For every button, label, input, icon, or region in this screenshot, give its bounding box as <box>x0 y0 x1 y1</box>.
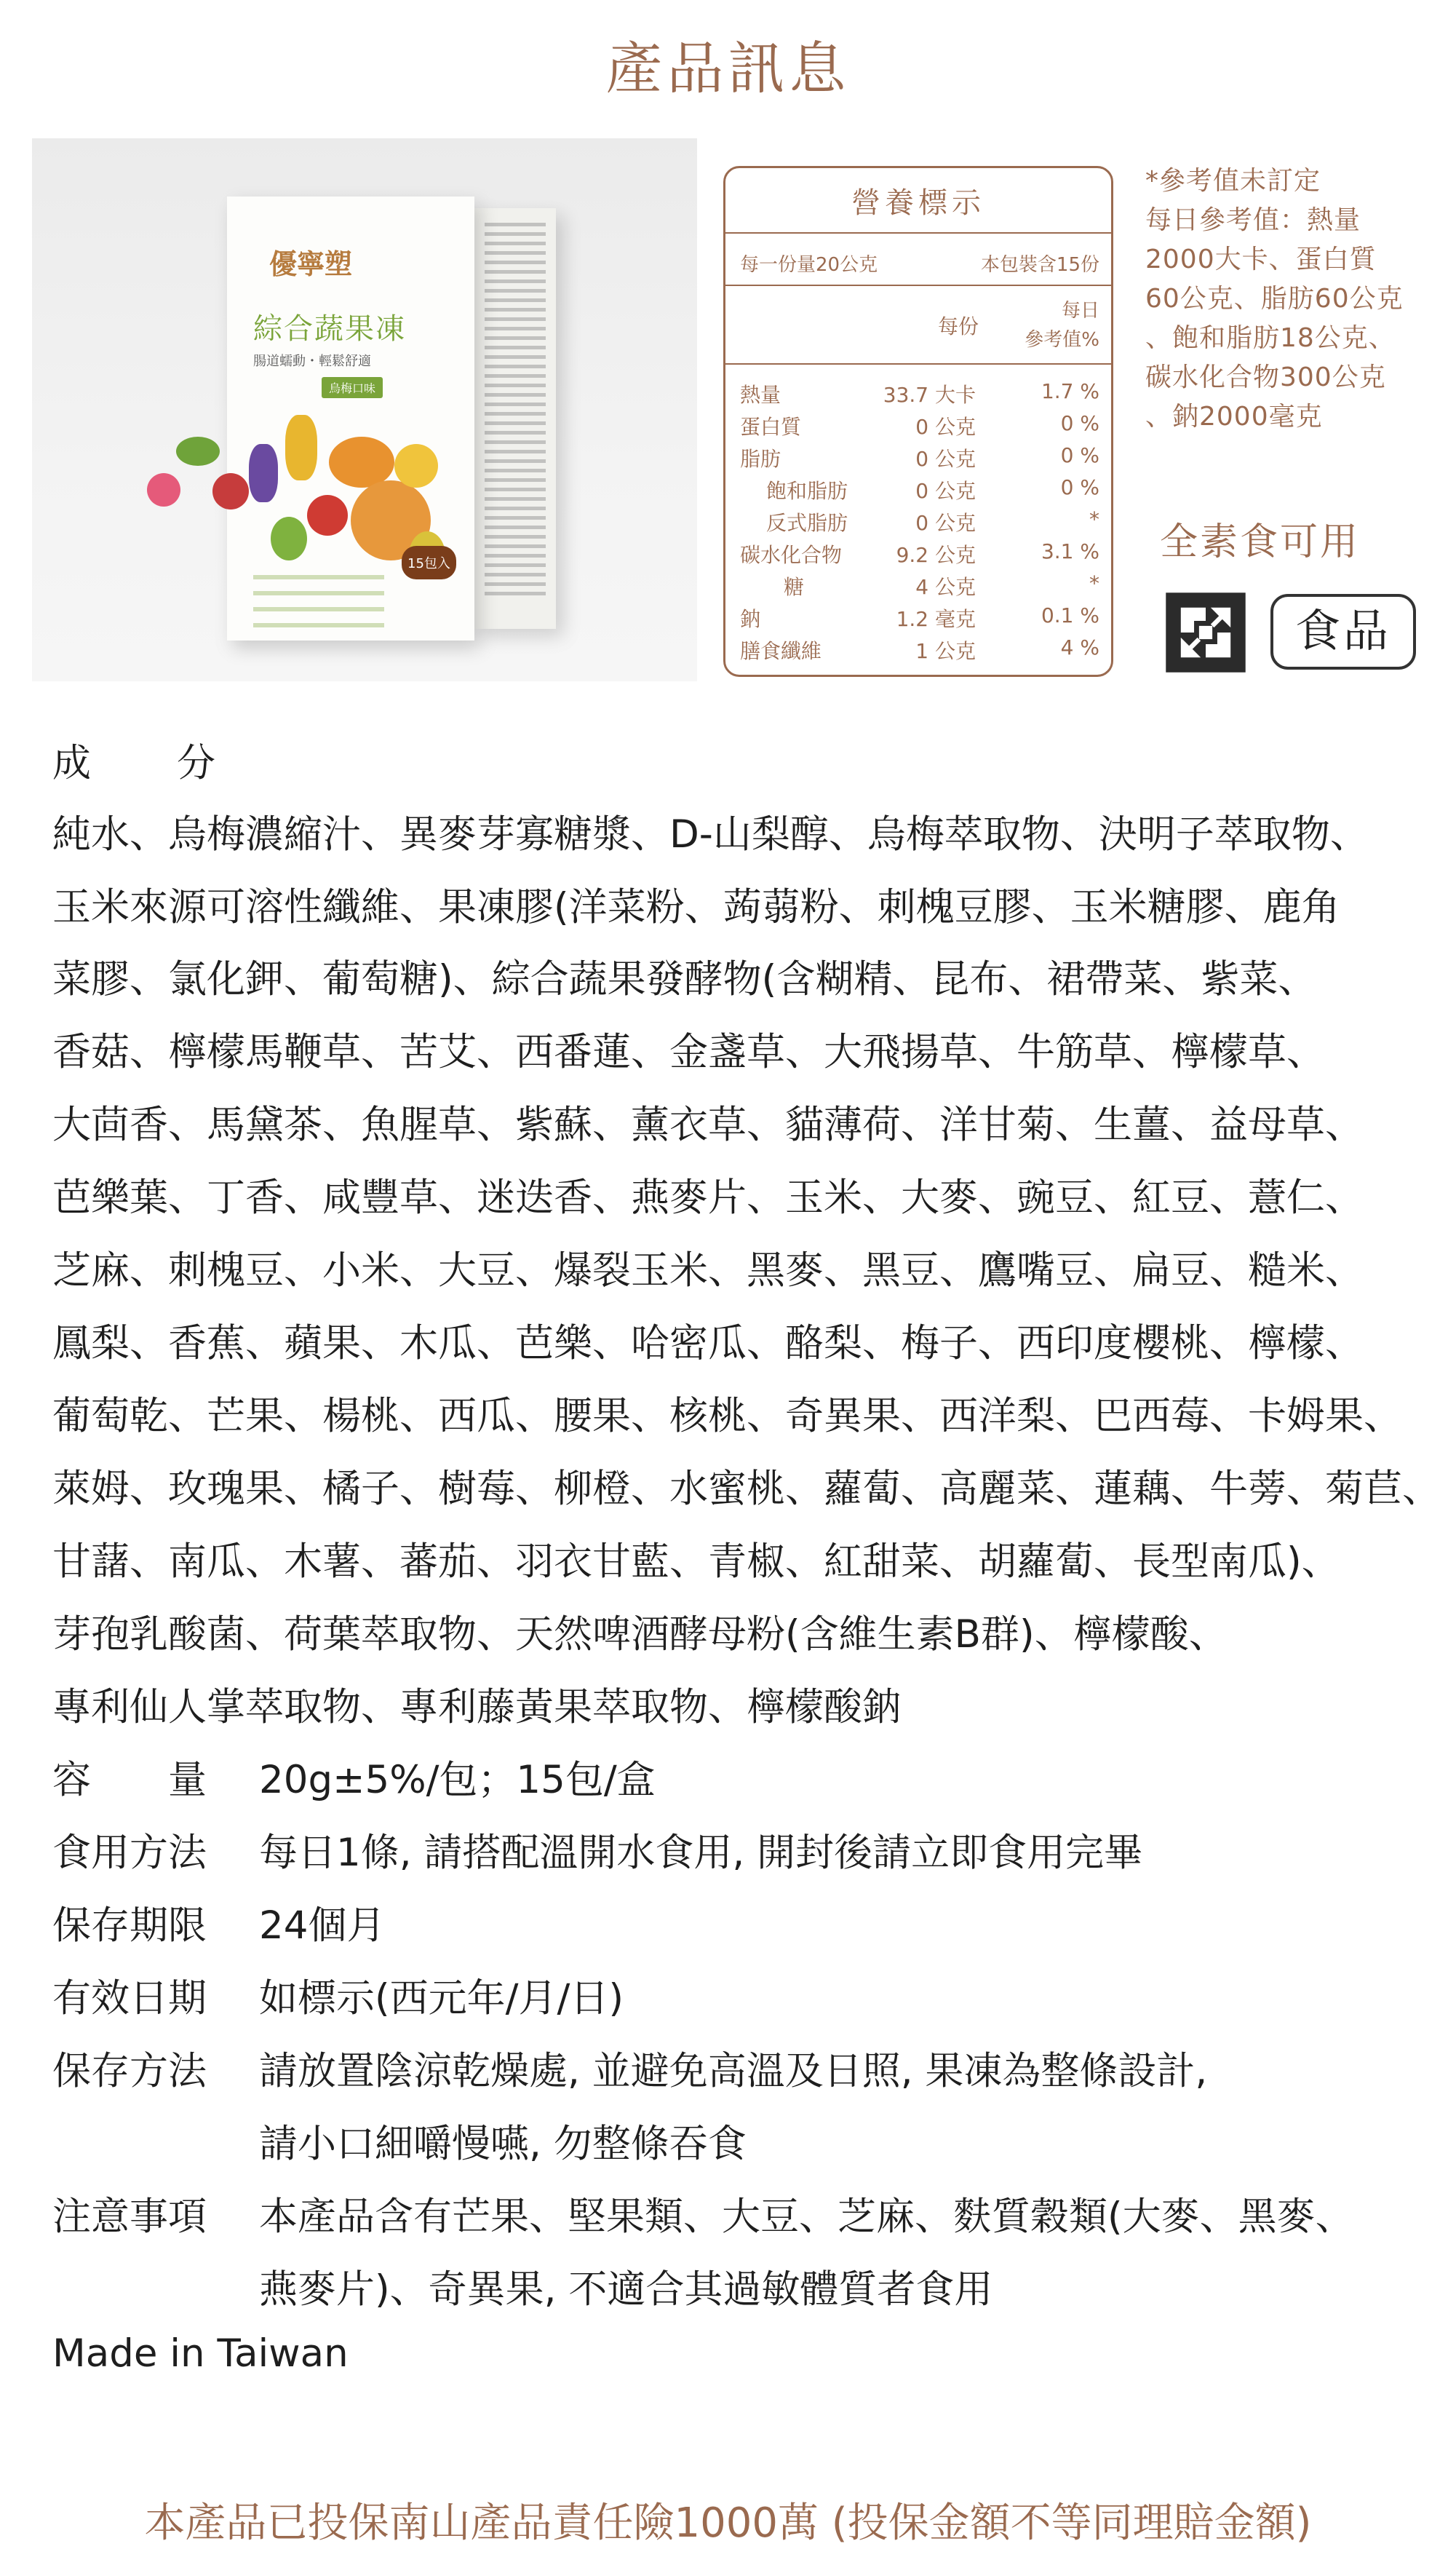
spec-label: 保存方法 <box>52 2049 207 2093</box>
box-flavor-tag: 烏梅口味 <box>322 377 383 398</box>
spec-value: 24個月 <box>259 1903 386 1948</box>
ingredients-line: 香菇、檸檬馬鞭草、苦艾、西番蓮、金盞草、大飛揚草、牛筋草、檸檬草、 <box>52 1030 1325 1074</box>
nutrient-daily-pct: * <box>1089 507 1099 531</box>
box-product-name: 綜合蔬果凍 <box>253 312 406 346</box>
nutrition-row <box>725 379 1111 411</box>
fruit-illustration <box>147 473 180 507</box>
nutrient-name: 鈉 <box>740 607 761 631</box>
nutrient-daily-pct: * <box>1089 571 1099 595</box>
nutrition-row <box>725 571 1111 603</box>
product-photo <box>32 138 697 681</box>
nutrient-value: 0 公克 <box>915 511 976 535</box>
ingredients-line: 萊姆、玫瑰果、橘子、樹莓、柳橙、水蜜桃、蘿蔔、高麗菜、蓮藕、牛蒡、菊苣、 <box>52 1467 1441 1511</box>
nutrient-name: 膳食纖維 <box>740 639 822 663</box>
ingredients-line: 葡萄乾、芒果、楊桃、西瓜、腰果、核桃、奇異果、西洋梨、巴西莓、卡姆果、 <box>52 1394 1402 1438</box>
spec-value: 如標示(西元年/月/日) <box>259 1976 624 2021</box>
box-brand: 優寧塑 <box>269 248 353 280</box>
nutrition-label <box>723 166 1113 677</box>
nutrition-row <box>725 443 1111 475</box>
nutrition-title: 營養標示 <box>851 186 985 220</box>
nutrient-value: 33.7 大卡 <box>883 383 976 407</box>
column-daily-value <box>1025 296 1099 354</box>
ingredients-line: 芭樂葉、丁香、咸豐草、迷迭香、燕麥片、玉米、大麥、豌豆、紅豆、薏仁、 <box>52 1176 1364 1220</box>
spec-value: 本產品含有芒果、堅果類、大豆、芝麻、麩質穀類(大麥、黑麥、 <box>259 2195 1354 2239</box>
ingredients-label-char: 成 <box>52 741 91 785</box>
nutrient-value: 4 公克 <box>915 575 976 599</box>
nutrition-row <box>725 507 1111 539</box>
ingredients-line: 玉米來源可溶性纖維、果凍膠(洋菜粉、蒟蒻粉、刺槐豆膠、玉米糖膠、鹿角 <box>52 885 1340 929</box>
reference-note-line: *參考值未訂定 <box>1145 166 1321 196</box>
nutrition-row <box>725 635 1111 667</box>
nutrient-name: 糖 <box>784 575 805 599</box>
fruit-illustration <box>249 444 278 502</box>
ingredients-line: 芝麻、刺槐豆、小米、大豆、爆裂玉米、黑麥、黑豆、鷹嘴豆、扁豆、糙米、 <box>52 1248 1364 1293</box>
nutrient-name: 反式脂肪 <box>766 511 848 535</box>
ingredients-line: 專利仙人掌萃取物、專利藤黃果萃取物、檸檬酸鈉 <box>52 1685 901 1729</box>
spec-label: 有效日期 <box>52 1976 207 2021</box>
ingredients-line: 大茴香、馬黛茶、魚腥草、紫蘇、薰衣草、貓薄荷、洋甘菊、生薑、益母草、 <box>52 1103 1364 1147</box>
spec-label: 注意事項 <box>52 2195 207 2239</box>
ingredients-line: 鳳梨、香蕉、蘋果、木瓜、芭樂、哈密瓜、酪梨、梅子、西印度櫻桃、檸檬、 <box>52 1321 1364 1365</box>
product-box <box>227 197 474 641</box>
nutrient-value: 1 公克 <box>915 639 976 663</box>
nutrition-row <box>725 603 1111 635</box>
reference-note-line: 60公克、脂肪60公克 <box>1145 284 1404 314</box>
ingredients-line: 純水、烏梅濃縮汁、異麥芽寡糖漿、D-山梨醇、烏梅萃取物、決明子萃取物、 <box>52 812 1369 857</box>
serving-size: 每一份量20公克 <box>740 254 878 276</box>
nutrient-name: 碳水化合物 <box>740 543 843 567</box>
nutrient-daily-pct: 1.7 % <box>1041 379 1099 403</box>
reference-note-line: 、鈉2000毫克 <box>1145 402 1323 432</box>
fruit-illustration <box>176 437 220 466</box>
ingredients-line: 芽孢乳酸菌、荷葉萃取物、天然啤酒酵母粉(含維生素B群)、檸檬酸、 <box>52 1612 1228 1657</box>
column-daily-value-line: 參考值% <box>1025 329 1099 351</box>
spec-label: 保存期限 <box>52 1903 207 1948</box>
vegan-label: 全素食可用 <box>1160 520 1361 564</box>
nutrient-daily-pct: 0 % <box>1060 475 1099 499</box>
fruit-illustration <box>307 495 348 536</box>
reference-note-line: 碳水化合物300公克 <box>1145 362 1386 392</box>
recycle-icon <box>1164 591 1247 674</box>
nutrient-daily-pct: 3.1 % <box>1041 539 1099 563</box>
nutrient-name: 飽和脂肪 <box>766 479 848 503</box>
nutrient-value: 0 公克 <box>915 447 976 471</box>
nutrient-daily-pct: 0.1 % <box>1041 603 1099 627</box>
spec-value: 請小口細嚼慢嚥, 勿整條吞食 <box>259 2122 747 2166</box>
column-per-serving: 每份 <box>938 314 979 338</box>
nutrient-value: 9.2 公克 <box>896 543 976 567</box>
page-title: 產品訊息 <box>605 36 851 102</box>
nutrition-row <box>725 539 1111 571</box>
box-pack-badge: 15包入 <box>402 546 456 579</box>
nutrition-row <box>725 411 1111 443</box>
ingredients-label-char: 分 <box>177 741 215 785</box>
spec-value: 20g±5%/包；15包/盒 <box>259 1758 656 1802</box>
nutrient-value: 1.2 毫克 <box>896 607 976 631</box>
reference-note <box>1145 162 1451 437</box>
spec-label: 食用方法 <box>52 1831 207 1875</box>
reference-note-line: 2000大卡、蛋白質 <box>1145 245 1377 274</box>
reference-note-line: 、飽和脂肪18公克、 <box>1145 323 1396 353</box>
fruit-illustration <box>212 473 249 510</box>
nutrient-name: 脂肪 <box>740 447 781 471</box>
spec-label: 容 量 <box>52 1758 207 1802</box>
fruit-illustration <box>329 437 394 488</box>
ingredients-line: 菜膠、氯化鉀、葡萄糖)、綜合蔬果發酵物(含糊精、昆布、裙帶菜、紫菜、 <box>52 957 1317 1002</box>
ingredients-label <box>52 732 215 788</box>
fruit-illustration <box>394 444 438 488</box>
column-daily-value-line: 每日 <box>1061 300 1099 322</box>
insurance-footer: 本產品已投保南山產品責任險1000萬 (投保金額不等同理賠金額) <box>144 2500 1312 2547</box>
nutrient-name: 蛋白質 <box>740 415 802 439</box>
nutrient-daily-pct: 0 % <box>1060 411 1099 435</box>
made-in: Made in Taiwan <box>52 2331 349 2376</box>
spec-value: 請放置陰涼乾燥處, 並避免高溫及日照, 果凍為整條設計, <box>259 2049 1208 2093</box>
fruit-illustration <box>285 415 317 480</box>
nutrient-daily-pct: 4 % <box>1060 635 1099 659</box>
nutrient-daily-pct: 0 % <box>1060 443 1099 467</box>
nutrient-value: 0 公克 <box>915 479 976 503</box>
spec-value: 燕麥片)、奇異果, 不適合其過敏體質者食用 <box>259 2267 993 2312</box>
fruit-illustration <box>271 517 307 560</box>
box-slogan: 腸道蠕動・輕鬆舒適 <box>253 354 371 369</box>
food-badge: 食品 <box>1270 594 1416 670</box>
spec-value: 每日1條, 請搭配溫開水食用, 開封後請立即食用完畢 <box>259 1831 1143 1875</box>
nutrient-name: 熱量 <box>740 383 781 407</box>
nutrient-value: 0 公克 <box>915 415 976 439</box>
nutrition-row <box>725 475 1111 507</box>
box-side-panel <box>474 208 556 629</box>
reference-note-line: 每日參考值：熱量 <box>1145 205 1361 235</box>
ingredients-line: 甘藷、南瓜、木薯、蕃茄、羽衣甘藍、青椒、紅甜菜、胡蘿蔔、長型南瓜)、 <box>52 1539 1340 1584</box>
servings-per-pack: 本包裝含15份 <box>980 254 1099 276</box>
